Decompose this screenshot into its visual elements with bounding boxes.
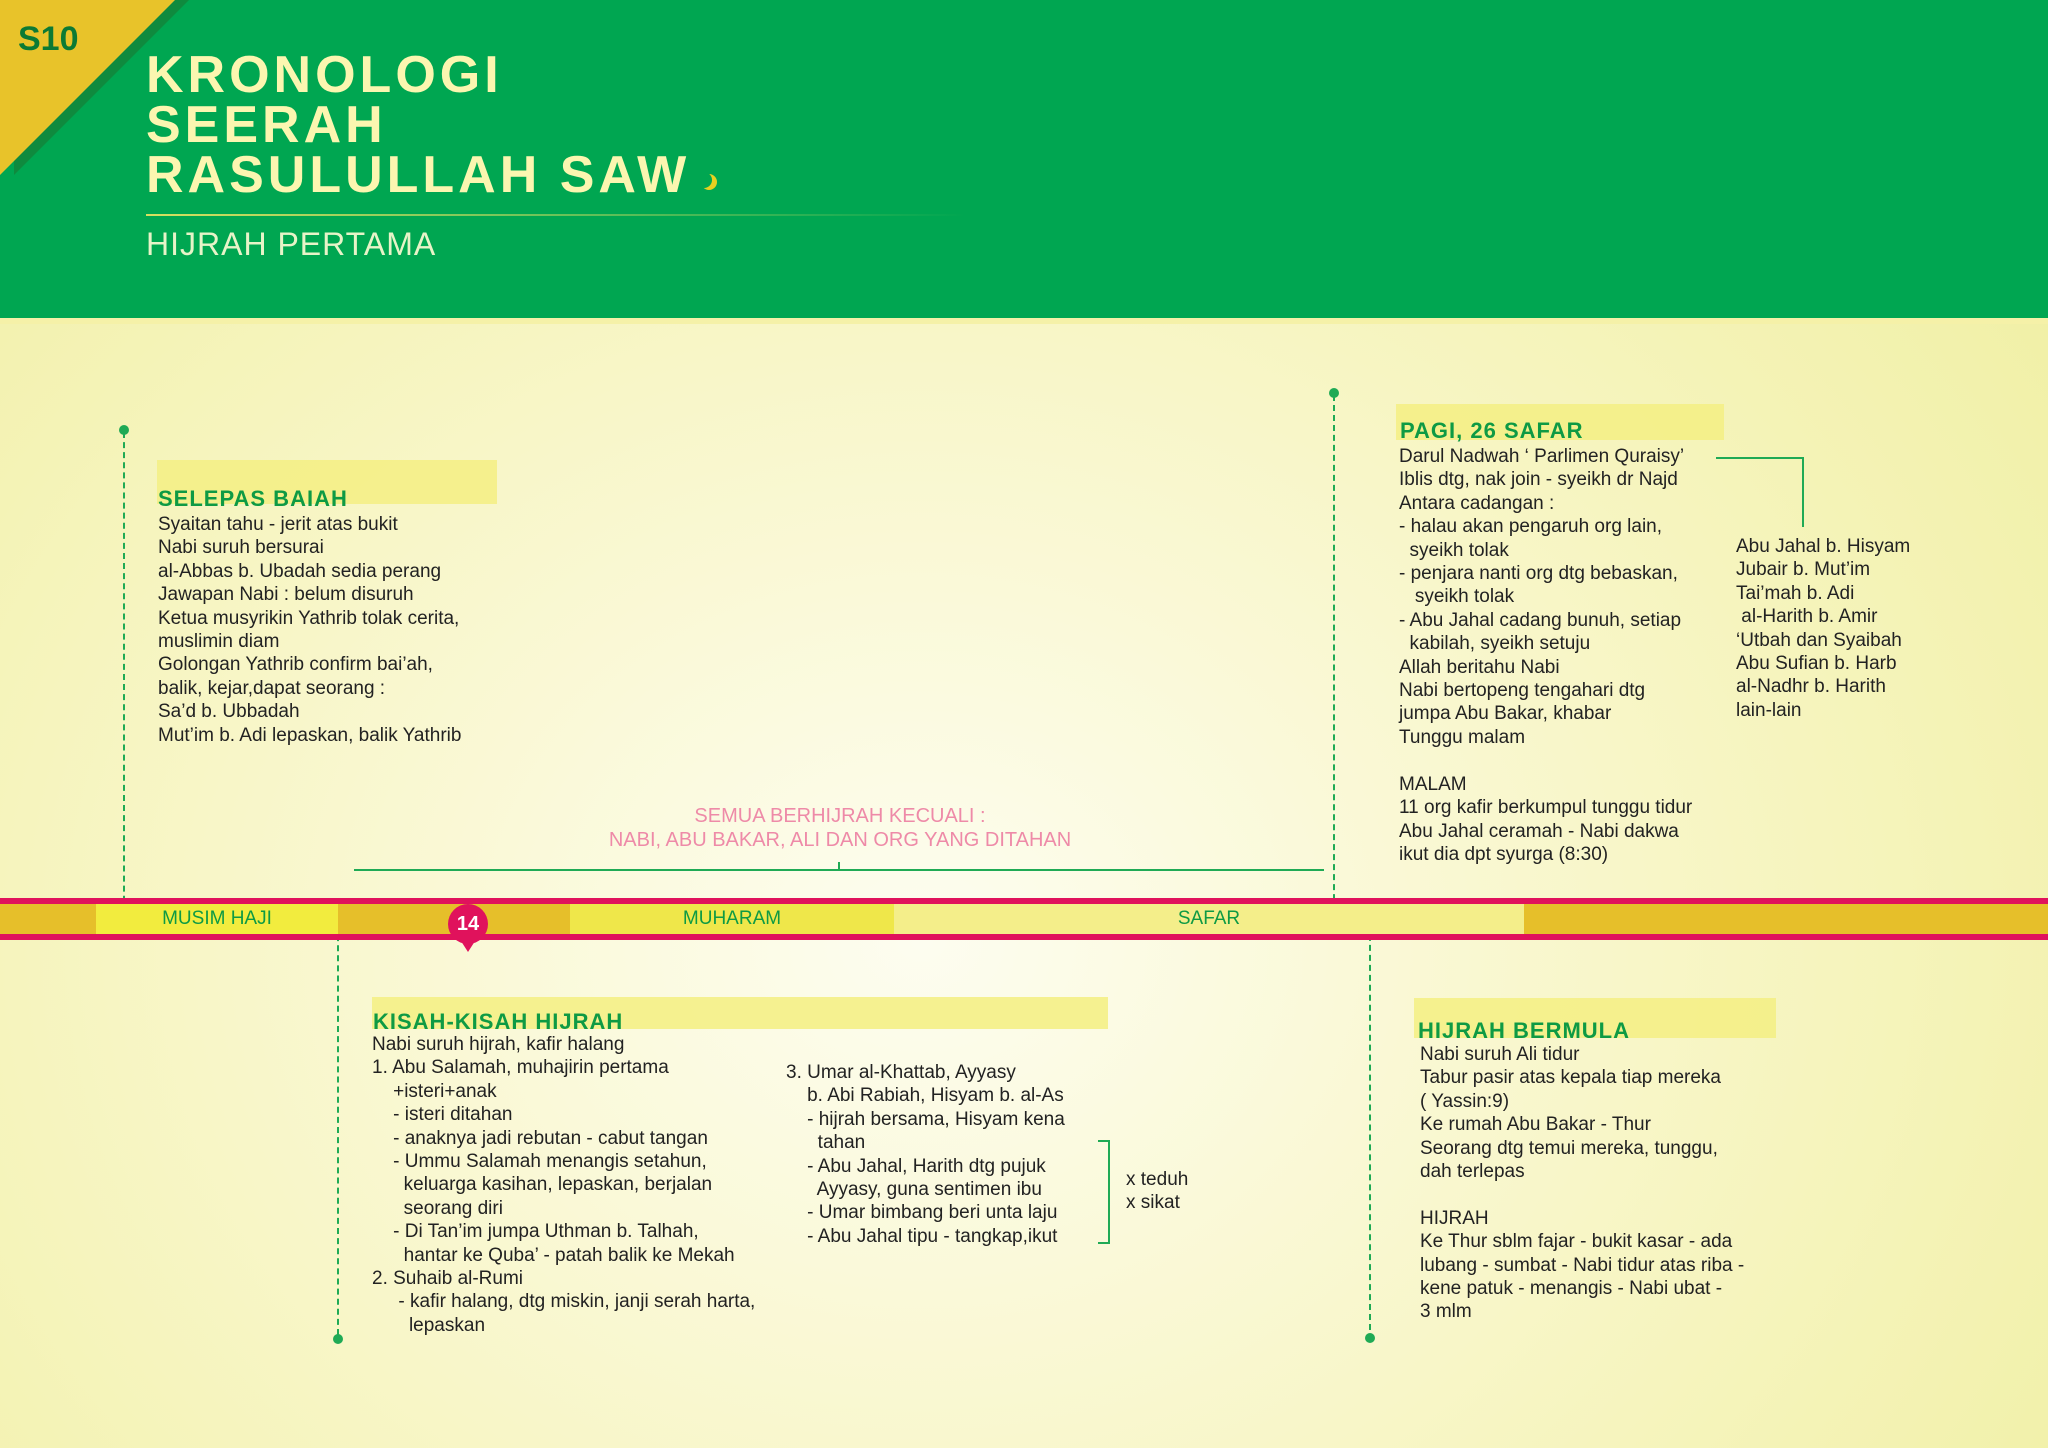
page-code: S10	[18, 20, 79, 58]
selepas-baiah-heading: SELEPAS BAIAH	[158, 486, 348, 511]
connector-selepas-baiah	[123, 432, 125, 932]
timeline-segment-muharam: MUHARAM	[570, 904, 894, 934]
header-banner	[0, 0, 2048, 320]
connector-kisah-hijrah	[337, 925, 339, 1335]
pagi-safar-heading: PAGI, 26 SAFAR	[1400, 418, 1584, 443]
crescent-moon-icon	[696, 172, 712, 188]
kisah-hijrah-text-right: 3. Umar al-Khattab, Ayyasy b. Abi Rabiah, Hisyam b. al-As - hijrah bersama, Hisyam kena tahan - Abu Jahal, Harith dtg pujuk Ayyasy, guna sentimen ibu - Umar bimbang beri unta laju - Abu Jahal tipu - tangkap,ikut	[786, 1062, 1065, 1247]
kisah-hijrah-text-left: Nabi suruh hijrah, kafir halang 1. Abu Salamah, muhajirin pertama +isteri+anak - isteri ditahan - anaknya jadi rebutan - cabut tangan - Ummu Salamah menangis setahun, keluarga kasihan, lepaskan, berjalan seorang diri - Di Tan’im jumpa Uthman b. Talhah, hantar ke Quba’ - patah balik ke Mekah 2. Suhaib al-Rumi - kafir halang, dtg miskin, janji serah harta, lepaskan	[372, 1034, 756, 1336]
page-title	[146, 46, 712, 204]
timeline-dot	[333, 1334, 343, 1344]
kisah-hijrah-heading: KISAH-KISAH HIJRAH	[373, 1009, 624, 1034]
quraisy-leaders-list: Abu Jahal b. Hisyam Jubair b. Mut’im Tai’mah b. Adi al-Harith b. Amir ‘Utbah dan Syaibah Abu Sufian b. Harb al-Nadhr b. Harith lain-lain	[1736, 536, 1911, 721]
title-line-1: KRONOLOGI	[146, 46, 503, 104]
title-divider	[146, 214, 966, 216]
timeline-dot	[1365, 1333, 1375, 1343]
bracket-line	[1108, 1140, 1110, 1244]
date-marker-pin	[459, 938, 477, 952]
bracket-bottom	[1098, 1242, 1110, 1244]
timeline-bar	[0, 898, 2048, 940]
bracket-note: x teduh x sikat	[1126, 1169, 1189, 1214]
connector-pagi-safar	[1333, 395, 1335, 940]
page-subtitle: HIJRAH PERTAMA	[146, 226, 437, 262]
center-note-line-1: SEMUA BERHIJRAH KECUALI :	[694, 805, 986, 827]
timeline-segment-musim-haji: MUSIM HAJI	[96, 904, 338, 934]
header-bottom-stripe	[0, 318, 2048, 324]
connector-hijrah-bermula	[1369, 905, 1371, 1330]
names-bracket-top	[1716, 457, 1804, 459]
pagi-safar-text: Darul Nadwah ‘ Parlimen Quraisy’ Iblis dtg, nak join - syeikh dr Najd Antara cadangan : - halau akan pengaruh org lain, syeikh tolak - penjara nanti org dtg bebaskan, syeikh tolak - Abu Jahal cadang bunuh, setiap kabilah, syeikh setuju Allah beritahu Nabi Nabi bertopeng tengahari dtg jumpa Abu Bakar, khabar Tunggu malam MALAM 11 org kafir berkumpul tunggu tidur Abu Jahal ceramah - Nabi dakwa ikut dia dpt syurga (8:30)	[1399, 446, 1693, 865]
timeline-segment-safar: SAFAR	[894, 904, 1524, 934]
hijrah-bermula-text: Nabi suruh Ali tidur Tabur pasir atas kepala tiap mereka ( Yassin:9) Ke rumah Abu Bakar - Thur Seorang dtg temui mereka, tunggu, dah terlepas HIJRAH Ke Thur sblm fajar - bukit kasar - ada lubang - sumbat - Nabi tidur atas riba - kene patuk - menangis - Nabi ubat - 3 mlm	[1420, 1044, 1745, 1323]
date-marker: 14	[448, 904, 488, 944]
center-note	[560, 804, 1120, 852]
title-line-2: SEERAH	[146, 96, 387, 154]
names-bracket-side	[1802, 457, 1804, 527]
center-note-line-2: NABI, ABU BAKAR, ALI DAN ORG YANG DITAHAN	[608, 829, 1072, 851]
title-line-3: RASULULLAH SAW	[146, 146, 691, 204]
selepas-baiah-text: Syaitan tahu - jerit atas bukit Nabi suruh bersurai al-Abbas b. Ubadah sedia perang Jawapan Nabi : belum disuruh Ketua musyrikin Yathrib tolak cerita, muslimin diam Golongan Yathrib confirm bai’ah, balik, kejar,dapat seorang : Sa’d b. Ubbadah Mut’im b. Adi lepaskan, balik Yathrib	[158, 514, 462, 746]
hijrah-bermula-heading: HIJRAH BERMULA	[1418, 1018, 1630, 1043]
bracket-top	[1098, 1140, 1110, 1142]
note-bracket-tick	[838, 862, 840, 871]
